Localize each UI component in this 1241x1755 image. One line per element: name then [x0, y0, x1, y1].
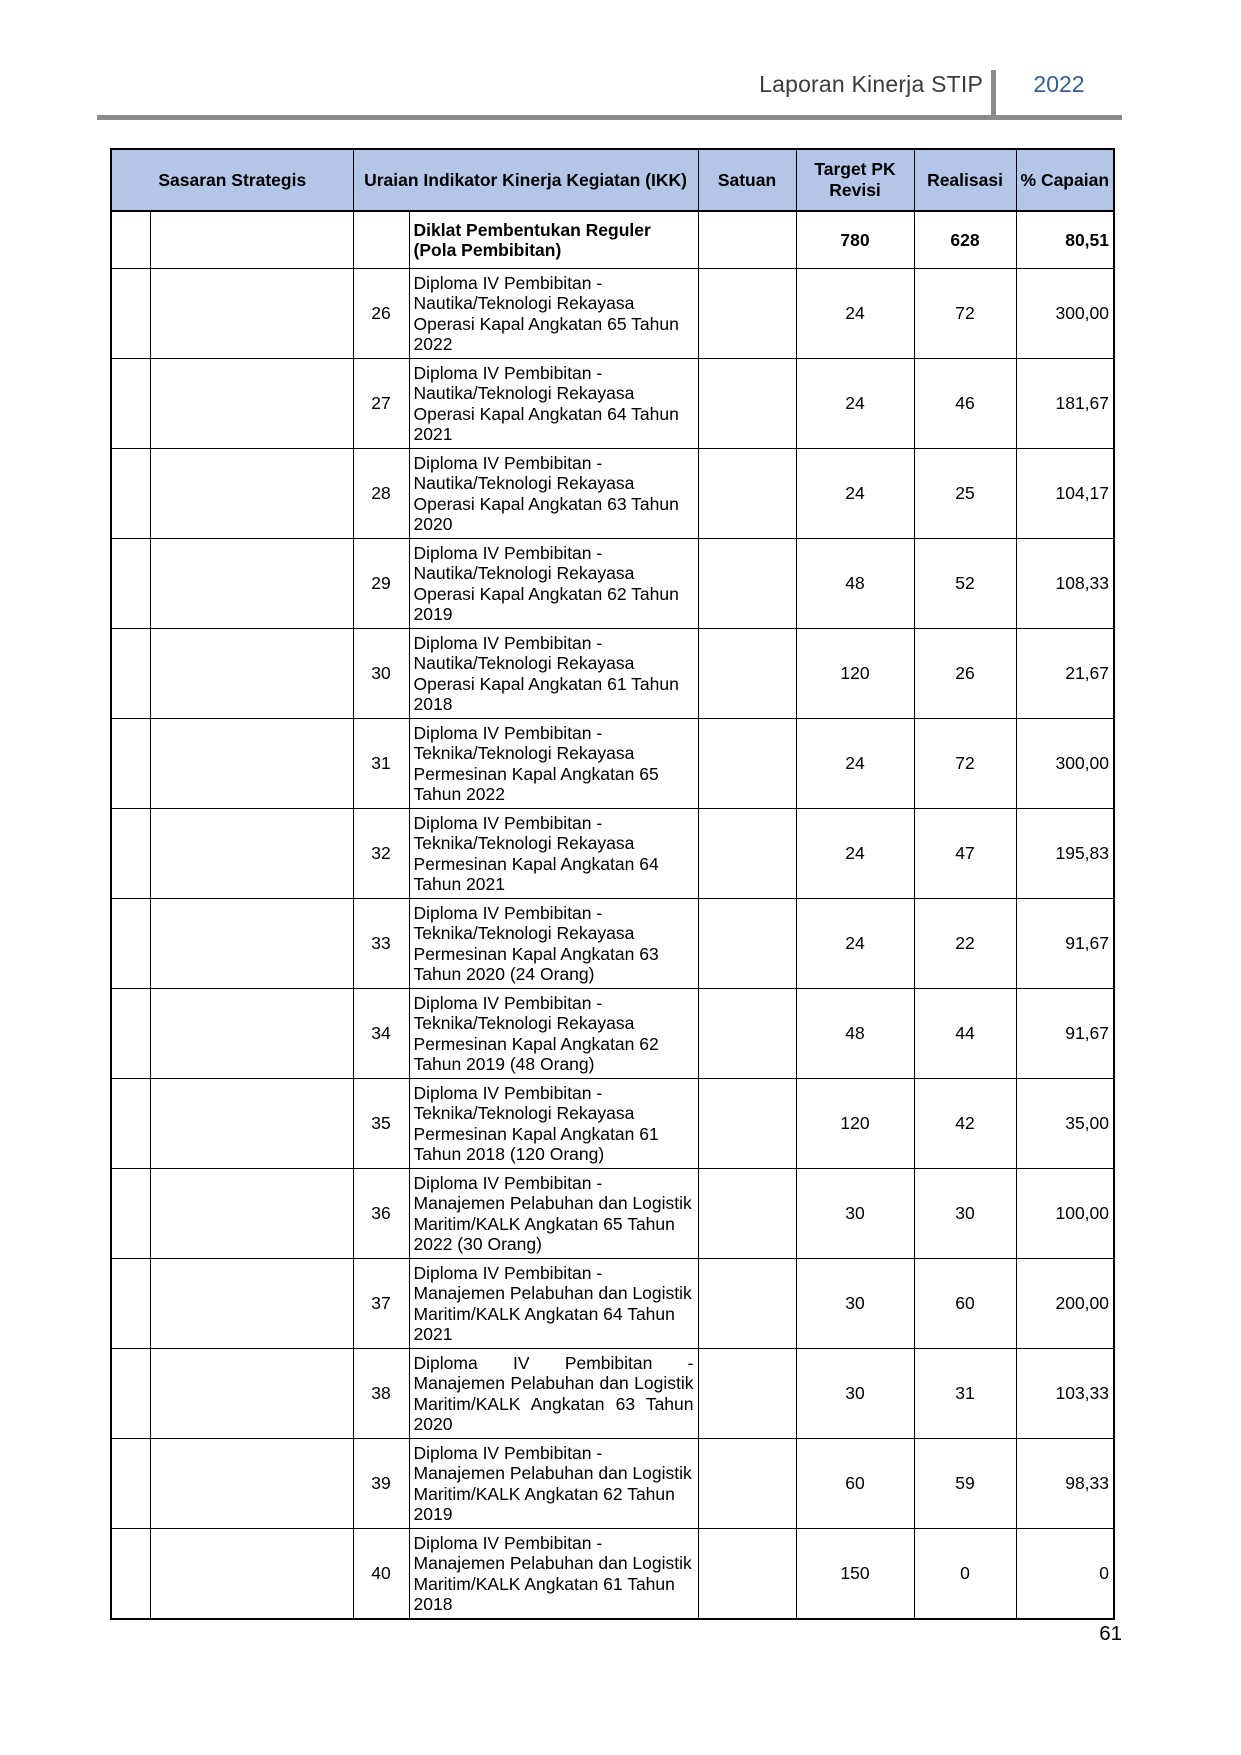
realisasi-value: 25	[914, 449, 1016, 539]
target-value: 24	[796, 719, 914, 809]
table-row	[111, 269, 1114, 359]
capaian-value: 100,00	[1016, 1169, 1114, 1259]
row-number: 28	[353, 449, 409, 539]
realisasi-value: 42	[914, 1079, 1016, 1169]
sasaran-empty-cell	[111, 899, 150, 989]
realisasi-value: 47	[914, 809, 1016, 899]
header-rule	[97, 115, 1122, 120]
capaian-value: 91,67	[1016, 899, 1114, 989]
row-number: 37	[353, 1259, 409, 1349]
sasaran-empty-cell	[111, 1169, 150, 1259]
col-header-sasaran-strategis: Sasaran Strategis	[111, 149, 353, 211]
sasaran-empty-cell	[150, 1079, 353, 1169]
sasaran-empty-cell	[111, 449, 150, 539]
table-row	[111, 1079, 1114, 1169]
indicator-description: Diploma IV Pembibitan - Nautika/Teknologi Rekayasa Operasi Kapal Angkatan 63 Tahun 2020	[409, 449, 698, 539]
target-value: 150	[796, 1529, 914, 1620]
sasaran-empty-cell	[111, 269, 150, 359]
table-row	[111, 809, 1114, 899]
summary-target-value: 780	[796, 211, 914, 269]
indicator-description: Diploma IV Pembibitan - Manajemen Pelabuhan dan Logistik Maritim/KALK Angkatan 63 Tahun 2020	[409, 1349, 698, 1439]
capaian-value: 181,67	[1016, 359, 1114, 449]
table-row	[111, 719, 1114, 809]
realisasi-value: 72	[914, 719, 1016, 809]
indicator-description: Diploma IV Pembibitan - Manajemen Pelabuhan dan Logistik Maritim/KALK Angkatan 62 Tahun 2019	[409, 1439, 698, 1529]
realisasi-value: 31	[914, 1349, 1016, 1439]
table-row	[111, 1259, 1114, 1349]
table-row	[111, 1529, 1114, 1620]
table-row	[111, 1349, 1114, 1439]
indicator-description: Diploma IV Pembibitan - Manajemen Pelabuhan dan Logistik Maritim/KALK Angkatan 65 Tahun 2022 (30 Orang)	[409, 1169, 698, 1259]
table-row	[111, 1439, 1114, 1529]
summary-realisasi-value: 628	[914, 211, 1016, 269]
realisasi-value: 44	[914, 989, 1016, 1079]
summary-row	[111, 211, 1114, 269]
col-header-satuan: Satuan	[698, 149, 796, 211]
row-number: 36	[353, 1169, 409, 1259]
satuan-cell	[698, 989, 796, 1079]
row-number-empty	[353, 211, 409, 269]
sasaran-empty-cell	[150, 719, 353, 809]
row-number: 30	[353, 629, 409, 719]
sasaran-empty-cell	[150, 989, 353, 1079]
table-row	[111, 539, 1114, 629]
summary-capaian-value: 80,51	[1016, 211, 1114, 269]
indicator-description: Diploma IV Pembibitan - Teknika/Teknologi Rekayasa Permesinan Kapal Angkatan 65 Tahun 2022	[409, 719, 698, 809]
indicator-description: Diploma IV Pembibitan - Nautika/Teknologi Rekayasa Operasi Kapal Angkatan 65 Tahun 2022	[409, 269, 698, 359]
sasaran-empty-cell	[150, 1259, 353, 1349]
col-header-target-pk-revisi: Target PK Revisi	[796, 149, 914, 211]
table-row	[111, 899, 1114, 989]
realisasi-value: 59	[914, 1439, 1016, 1529]
col-header-persen-capaian: % Capaian	[1016, 149, 1114, 211]
sasaran-empty-cell	[111, 1529, 150, 1620]
table-row	[111, 989, 1114, 1079]
target-value: 30	[796, 1169, 914, 1259]
indicator-description: Diploma IV Pembibitan - Nautika/Teknologi Rekayasa Operasi Kapal Angkatan 62 Tahun 2019	[409, 539, 698, 629]
satuan-cell	[698, 1259, 796, 1349]
sasaran-empty-cell	[150, 809, 353, 899]
capaian-value: 108,33	[1016, 539, 1114, 629]
table-row	[111, 629, 1114, 719]
report-title: Laporan Kinerja STIP	[759, 71, 983, 97]
capaian-value: 103,33	[1016, 1349, 1114, 1439]
realisasi-value: 22	[914, 899, 1016, 989]
satuan-cell	[698, 629, 796, 719]
sasaran-empty-cell	[111, 1259, 150, 1349]
sasaran-empty-cell	[150, 359, 353, 449]
realisasi-value: 26	[914, 629, 1016, 719]
target-value: 24	[796, 449, 914, 539]
report-year: 2022	[1033, 71, 1085, 97]
row-number: 26	[353, 269, 409, 359]
satuan-cell	[698, 1079, 796, 1169]
indicator-description: Diploma IV Pembibitan - Teknika/Teknologi Rekayasa Permesinan Kapal Angkatan 63 Tahun 2020 (24 Orang)	[409, 899, 698, 989]
indicator-description: Diploma IV Pembibitan - Teknika/Teknologi Rekayasa Permesinan Kapal Angkatan 61 Tahun 2018 (120 Orang)	[409, 1079, 698, 1169]
target-value: 30	[796, 1349, 914, 1439]
capaian-value: 98,33	[1016, 1439, 1114, 1529]
realisasi-value: 60	[914, 1259, 1016, 1349]
capaian-value: 0	[1016, 1529, 1114, 1620]
realisasi-value: 0	[914, 1529, 1016, 1620]
capaian-value: 300,00	[1016, 269, 1114, 359]
indicator-description: Diploma IV Pembibitan - Manajemen Pelabuhan dan Logistik Maritim/KALK Angkatan 61 Tahun 2018	[409, 1529, 698, 1620]
capaian-value: 300,00	[1016, 719, 1114, 809]
satuan-cell	[698, 1349, 796, 1439]
satuan-cell	[698, 211, 796, 269]
row-number: 29	[353, 539, 409, 629]
sasaran-empty-cell	[111, 1079, 150, 1169]
row-number: 32	[353, 809, 409, 899]
target-value: 48	[796, 989, 914, 1079]
satuan-cell	[698, 449, 796, 539]
target-value: 24	[796, 269, 914, 359]
indicator-description: Diploma IV Pembibitan - Nautika/Teknologi Rekayasa Operasi Kapal Angkatan 64 Tahun 2021	[409, 359, 698, 449]
satuan-cell	[698, 719, 796, 809]
target-value: 120	[796, 1079, 914, 1169]
sasaran-empty-cell	[150, 1529, 353, 1620]
sasaran-empty-cell	[150, 1349, 353, 1439]
indicator-description: Diploma IV Pembibitan - Manajemen Pelabuhan dan Logistik Maritim/KALK Angkatan 64 Tahun 2021	[409, 1259, 698, 1349]
realisasi-value: 46	[914, 359, 1016, 449]
sasaran-empty-cell	[111, 1349, 150, 1439]
capaian-value: 35,00	[1016, 1079, 1114, 1169]
indicator-description: Diploma IV Pembibitan - Nautika/Teknologi Rekayasa Operasi Kapal Angkatan 61 Tahun 2018	[409, 629, 698, 719]
sasaran-empty-cell	[150, 629, 353, 719]
row-number: 33	[353, 899, 409, 989]
summary-label: Diklat Pembentukan Reguler (Pola Pembibitan)	[409, 211, 698, 269]
target-value: 48	[796, 539, 914, 629]
sasaran-empty-cell	[150, 269, 353, 359]
page-number: 61	[1099, 1622, 1122, 1645]
sasaran-empty-cell	[111, 809, 150, 899]
col-header-realisasi: Realisasi	[914, 149, 1016, 211]
sasaran-empty-cell	[111, 719, 150, 809]
sasaran-empty-cell	[150, 449, 353, 539]
performance-table	[110, 148, 1115, 1620]
satuan-cell	[698, 359, 796, 449]
row-number: 39	[353, 1439, 409, 1529]
sasaran-empty-cell	[150, 1439, 353, 1529]
sasaran-empty-cell	[111, 629, 150, 719]
target-value: 60	[796, 1439, 914, 1529]
row-number: 40	[353, 1529, 409, 1620]
row-number: 27	[353, 359, 409, 449]
indicator-description: Diploma IV Pembibitan - Teknika/Teknologi Rekayasa Permesinan Kapal Angkatan 64 Tahun 2021	[409, 809, 698, 899]
satuan-cell	[698, 1169, 796, 1259]
satuan-cell	[698, 809, 796, 899]
indicator-description: Diploma IV Pembibitan - Teknika/Teknologi Rekayasa Permesinan Kapal Angkatan 62 Tahun 2019 (48 Orang)	[409, 989, 698, 1079]
table-row	[111, 1169, 1114, 1259]
row-number: 38	[353, 1349, 409, 1439]
satuan-cell	[698, 539, 796, 629]
satuan-cell	[698, 1439, 796, 1529]
sasaran-empty-cell	[111, 211, 150, 269]
target-value: 24	[796, 359, 914, 449]
table-row	[111, 449, 1114, 539]
sasaran-empty-cell	[111, 539, 150, 629]
satuan-cell	[698, 269, 796, 359]
sasaran-empty-cell	[111, 359, 150, 449]
table-header-row	[111, 149, 1114, 211]
realisasi-value: 30	[914, 1169, 1016, 1259]
target-value: 24	[796, 809, 914, 899]
capaian-value: 91,67	[1016, 989, 1114, 1079]
sasaran-empty-cell	[111, 989, 150, 1079]
sasaran-empty-cell	[150, 899, 353, 989]
satuan-cell	[698, 1529, 796, 1620]
target-value: 24	[796, 899, 914, 989]
target-value: 30	[796, 1259, 914, 1349]
satuan-cell	[698, 899, 796, 989]
row-number: 35	[353, 1079, 409, 1169]
col-header-uraian-ikk: Uraian Indikator Kinerja Kegiatan (IKK)	[353, 149, 698, 211]
sasaran-empty-cell	[150, 1169, 353, 1259]
capaian-value: 200,00	[1016, 1259, 1114, 1349]
target-value: 120	[796, 629, 914, 719]
realisasi-value: 52	[914, 539, 1016, 629]
row-number: 34	[353, 989, 409, 1079]
row-number: 31	[353, 719, 409, 809]
capaian-value: 195,83	[1016, 809, 1114, 899]
table-row	[111, 359, 1114, 449]
capaian-value: 21,67	[1016, 629, 1114, 719]
sasaran-empty-cell	[150, 539, 353, 629]
realisasi-value: 72	[914, 269, 1016, 359]
capaian-value: 104,17	[1016, 449, 1114, 539]
sasaran-empty-cell	[111, 1439, 150, 1529]
sasaran-empty-cell	[150, 211, 353, 269]
